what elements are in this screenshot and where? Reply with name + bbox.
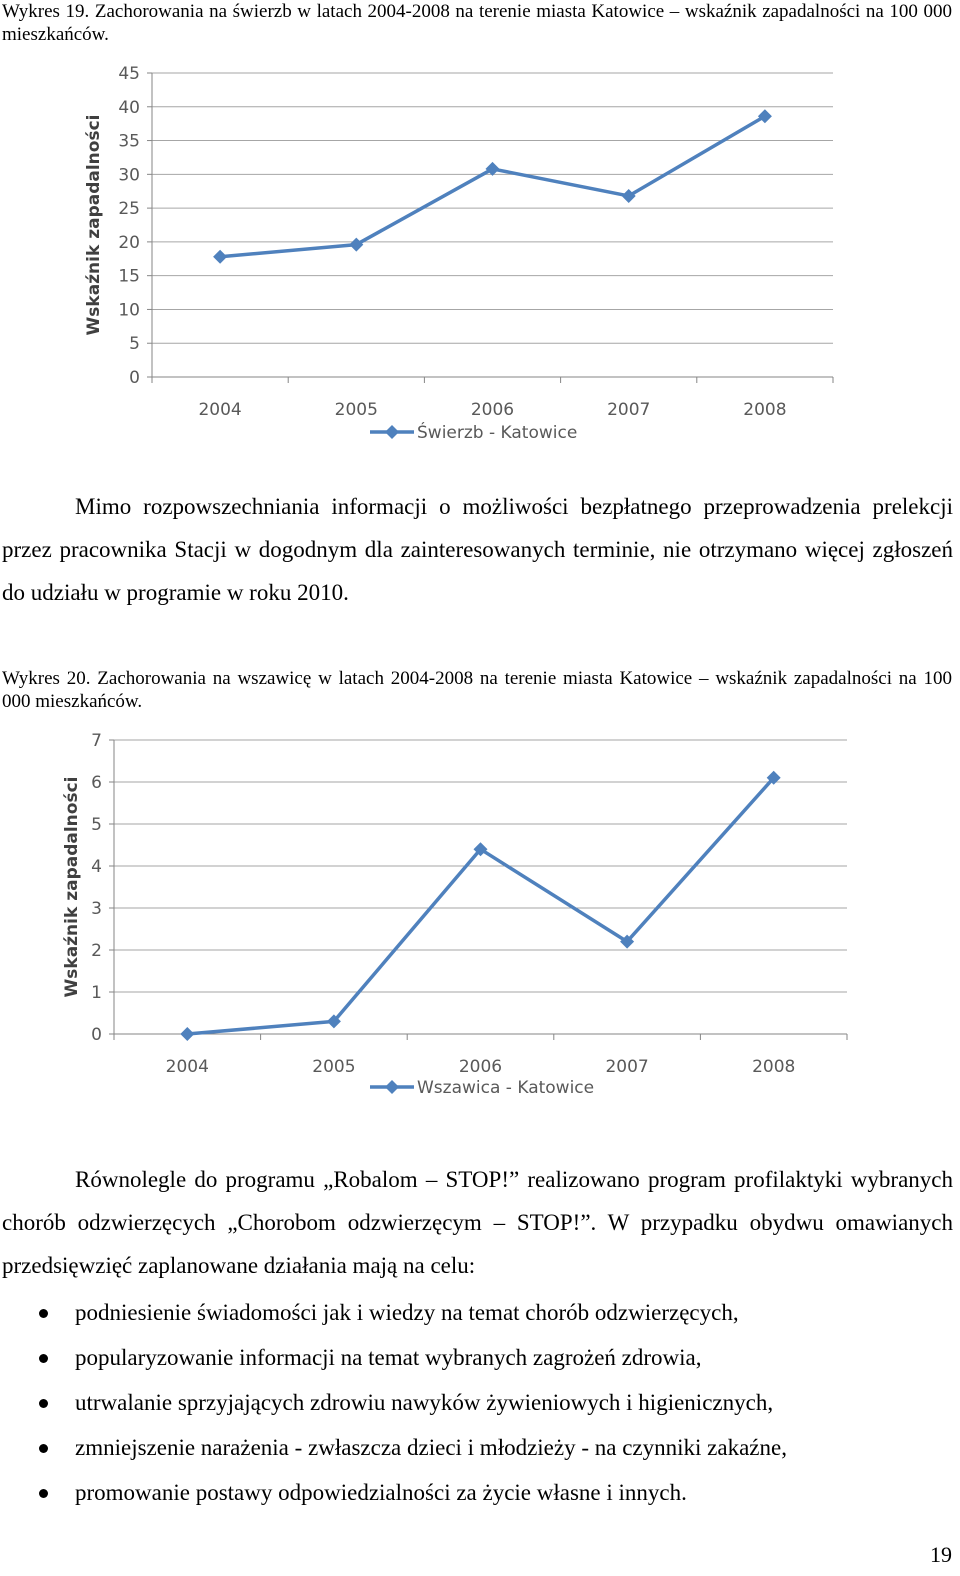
paragraph-2-text: Równolegle do programu „Robalom – STOP!” realizowano program profilaktyki wybranych chorób odzwierzęcych „Chorobom odzwierzęcym – STOP!”. W przypadku obydwu omawianych przedsięwzięć zaplanowane działania mają na celu:	[2, 1167, 953, 1278]
data-point	[180, 1027, 194, 1041]
bullet-icon	[39, 1444, 48, 1453]
list-item	[0, 1425, 960, 1470]
y-tick-label: 0	[129, 368, 140, 388]
chart2-caption: Wykres 20. Zachorowania na wszawicę w latach 2004-2008 na terenie miasta Katowice – wskaźnik zapadalności na 100 000 mieszkańców.	[2, 668, 952, 712]
list-item-text: zmniejszenie narażenia - zwłaszcza dzieci i młodzieży - na czynniki zakaźne,	[75, 1435, 787, 1460]
bullet-icon	[39, 1399, 48, 1408]
y-axis-title: Wskaźnik zapadalności	[62, 776, 82, 998]
y-tick-label: 10	[118, 300, 140, 321]
list-item	[0, 1290, 960, 1335]
y-tick-label: 4	[91, 857, 102, 877]
y-tick-label: 35	[118, 131, 140, 152]
y-tick-label: 45	[118, 64, 140, 84]
x-tick-label: 2007	[605, 1057, 649, 1077]
paragraph-1-text: Mimo rozpowszechniania informacji o możliwości bezpłatnego przeprowadzenia prelekcji przez pracownika Stacji w dogodnym dla zainteresowanych terminie, nie otrzymano więcej zgłoszeń do udziału w programie w roku 2010.	[2, 494, 953, 605]
y-tick-label: 5	[91, 815, 102, 835]
x-tick-label: 2005	[334, 400, 378, 420]
y-tick-label: 5	[129, 334, 140, 355]
x-tick-label: 2004	[165, 1057, 209, 1077]
list-item-text: popularyzowanie informacji na temat wybranych zagrożeń zdrowia,	[75, 1345, 702, 1370]
y-tick-label: 2	[91, 941, 102, 961]
goals-list	[0, 1290, 960, 1515]
bullet-icon	[39, 1309, 48, 1318]
y-tick-label: 40	[118, 97, 140, 118]
x-tick-label: 2006	[470, 400, 515, 420]
paragraph-2	[2, 1158, 953, 1287]
paragraph-1	[2, 485, 953, 614]
legend-label: Wszawica - Katowice	[417, 1078, 595, 1098]
data-point	[758, 109, 772, 123]
list-item	[0, 1380, 960, 1425]
data-point	[349, 238, 363, 252]
y-tick-label: 15	[118, 266, 140, 287]
y-tick-label: 20	[118, 232, 140, 253]
legend-marker	[385, 425, 399, 439]
y-tick-label: 1	[91, 983, 102, 1003]
series-line	[187, 778, 773, 1034]
chart-wszawica	[0, 720, 960, 1105]
chart-swierzb	[0, 50, 960, 450]
list-item-text: utrwalanie sprzyjających zdrowiu nawyków żywieniowych i higienicznych,	[75, 1390, 774, 1415]
list-item	[0, 1335, 960, 1380]
series-line	[220, 116, 765, 257]
chart1-caption: Wykres 19. Zachorowania na świerzb w latach 2004-2008 na terenie miasta Katowice – wskaźnik zapadalności na 100 000 mieszkańców.	[2, 1, 952, 45]
x-tick-label: 2008	[752, 1057, 796, 1077]
bullet-icon	[39, 1489, 48, 1498]
list-item	[0, 1470, 960, 1515]
page-number: 19	[930, 1542, 952, 1567]
x-tick-label: 2005	[312, 1057, 356, 1077]
y-tick-label: 7	[91, 731, 102, 751]
legend-label: Świerzb - Katowice	[417, 423, 578, 443]
y-tick-label: 30	[118, 165, 140, 186]
y-tick-label: 6	[91, 773, 102, 793]
x-tick-label: 2008	[743, 400, 787, 420]
data-point	[486, 162, 500, 176]
y-tick-label: 0	[91, 1025, 102, 1045]
list-item-text: podniesienie świadomości jak i wiedzy na temat chorób odzwierzęcych,	[75, 1300, 739, 1325]
bullet-icon	[39, 1354, 48, 1363]
y-tick-label: 3	[91, 899, 102, 919]
list-item-text: promowanie postawy odpowiedzialności za życie własne i innych.	[75, 1480, 687, 1505]
legend-marker	[385, 1080, 399, 1094]
x-tick-label: 2006	[458, 1057, 503, 1077]
y-tick-label: 25	[118, 199, 140, 220]
data-point	[622, 189, 636, 203]
x-tick-label: 2004	[198, 400, 242, 420]
x-tick-label: 2007	[607, 400, 651, 420]
y-axis-title: Wskaźnik zapadalności	[84, 114, 104, 336]
data-point	[213, 250, 227, 264]
